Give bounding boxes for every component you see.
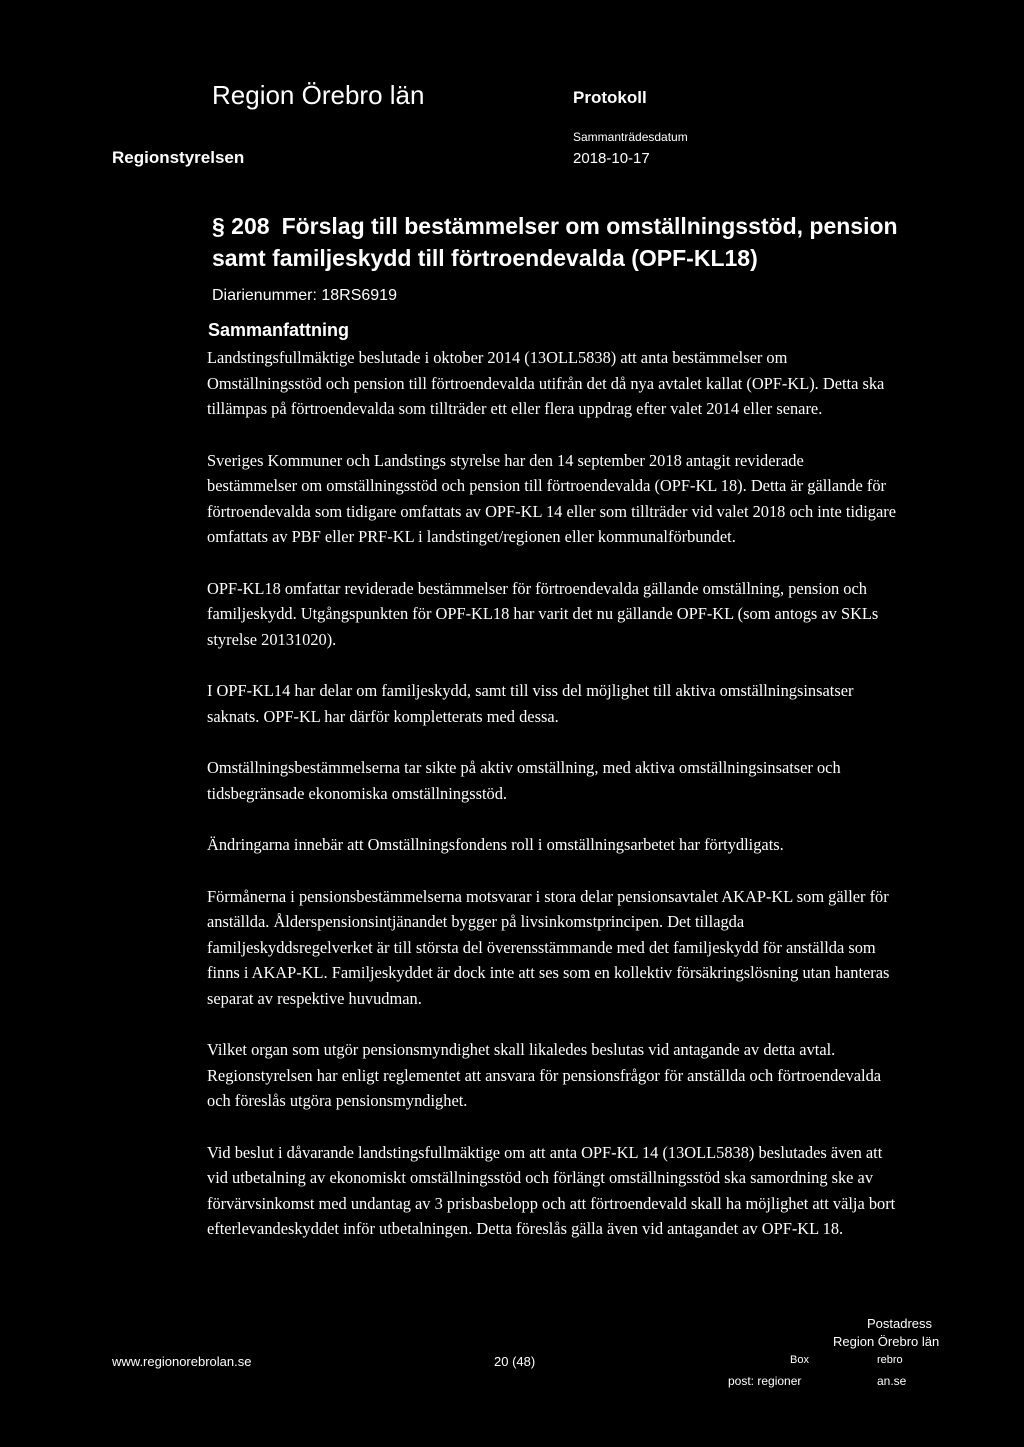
footer-address-label: Postadress [867,1316,933,1331]
summary-heading: Sammanfattning [208,320,350,340]
meeting-date-label: Sammanträdesdatum [573,130,688,144]
section-title: Förslag till bestämmelser om omställningsstöd, pension samt familjeskydd till förtroendevalda (OPF-KL18) [212,213,898,271]
organization-name: Region Örebro län [212,80,425,110]
paragraph: Vid beslut i dåvarande landstingsfullmäktige om att anta OPF-KL 14 (13OLL5838) beslutades även att vid utbetalning av ekonomiskt omställningsstöd och förlängt omställningsstöd ska samordning ske av förvärvsinkomst med undantag av 3 prisbasbelopp och att förtroendevald skall ha möjlighet att välja bort efterlevandeskyddet inför utbetalningen. Detta föreslås gälla även vid antagandet av OPF-KL 18. [207,1142,896,1238]
footer-email-suffix: an.se [877,1374,907,1388]
footer-address-org: Region Örebro län [833,1334,940,1349]
registration-number: Diarienummer: 18RS6919 [212,287,397,304]
board-name: Regionstyrelsen [112,148,245,167]
paragraph: Ändringarna innebär att Omställningsfondens roll i omställningsarbetet har förtydligats. [207,835,784,854]
section-number: § 208 [212,213,270,239]
document-type: Protokoll [573,88,647,107]
paragraph: Landstingsfullmäktige beslutade i oktober 2014 (13OLL5838) att anta bestämmelser om Omställningsstöd och pension till förtroendevalda utifrån det då nya avtalet kallat (OPF-KL). Detta ska tillämpas på förtroendevalda som tillträder ett eller flera uppdrag efter valet 2014 eller senare. [207,348,885,418]
page-number: 20 (48) [494,1354,536,1369]
paragraph: Förmånerna i pensionsbestämmelserna motsvarar i stora delar pensionsavtalet AKAP-KL som gäller för anställda. Ålderspensionsintjänandet bygger på livsinkomstprincipen. Det tillagda familjeskyddsregelverket är till största del överensstämmande med det familjeskydd för anställda som finns i AKAP-KL. Familjeskyddet är dock inte att ses som en kollektiv försäkringslösning utan hanteras separat av respektive huvudman. [207,886,890,1008]
paragraph: Vilket organ som utgör pensionsmyndighet skall likaledes beslutas vid antagande av detta avtal. Regionstyrelsen har enligt reglementet att ansvara för pensionsfrågor för anställda och förtroendevalda och föreslås utgöra pensionsmyndighet. [207,1040,882,1110]
meeting-date: 2018-10-17 [573,150,650,167]
footer-website-link[interactable]: www.regionorebrolan.se [112,1354,252,1369]
paragraph: I OPF-KL14 har delar om familjeskydd, samt till viss del möjlighet till aktiva omställningsinsatser saknats. OPF-KL har därför kompletterats med dessa. [207,681,854,726]
paragraph: OPF-KL18 omfattar reviderade bestämmelser för förtroendevalda gällande omställning, pension och familjeskydd. Utgångspunkten för OPF-KL18 har varit det nu gällande OPF-KL (som antogs av SKLs styrelse 20131020). [207,578,879,649]
footer-email-prefix: post: regioner [728,1374,802,1388]
paragraph: Sveriges Kommuner och Landstings styrelse har den 14 september 2018 antagit reviderade bestämmelser om omställningsstöd och pension till förtroendevalda (OPF-KL 18). Detta är gällande för förtroendevalda som tidigare omfattats av OPF-KL 14 eller som tillträder vid valet 2018 och inte tidigare omfattats av PBF eller PRF-KL i landstinget/regionen eller kommunalförbundet. [207,450,896,546]
section-heading [212,210,902,274]
footer-city: rebro [877,1354,903,1366]
footer-box: Box [790,1354,809,1366]
paragraph: Omställningsbestämmelserna tar sikte på aktiv omställning, med aktiva omställningsinsatser och tidsbegränsade ekonomiska omställningsstöd. [207,758,841,803]
document-body [207,345,897,1268]
